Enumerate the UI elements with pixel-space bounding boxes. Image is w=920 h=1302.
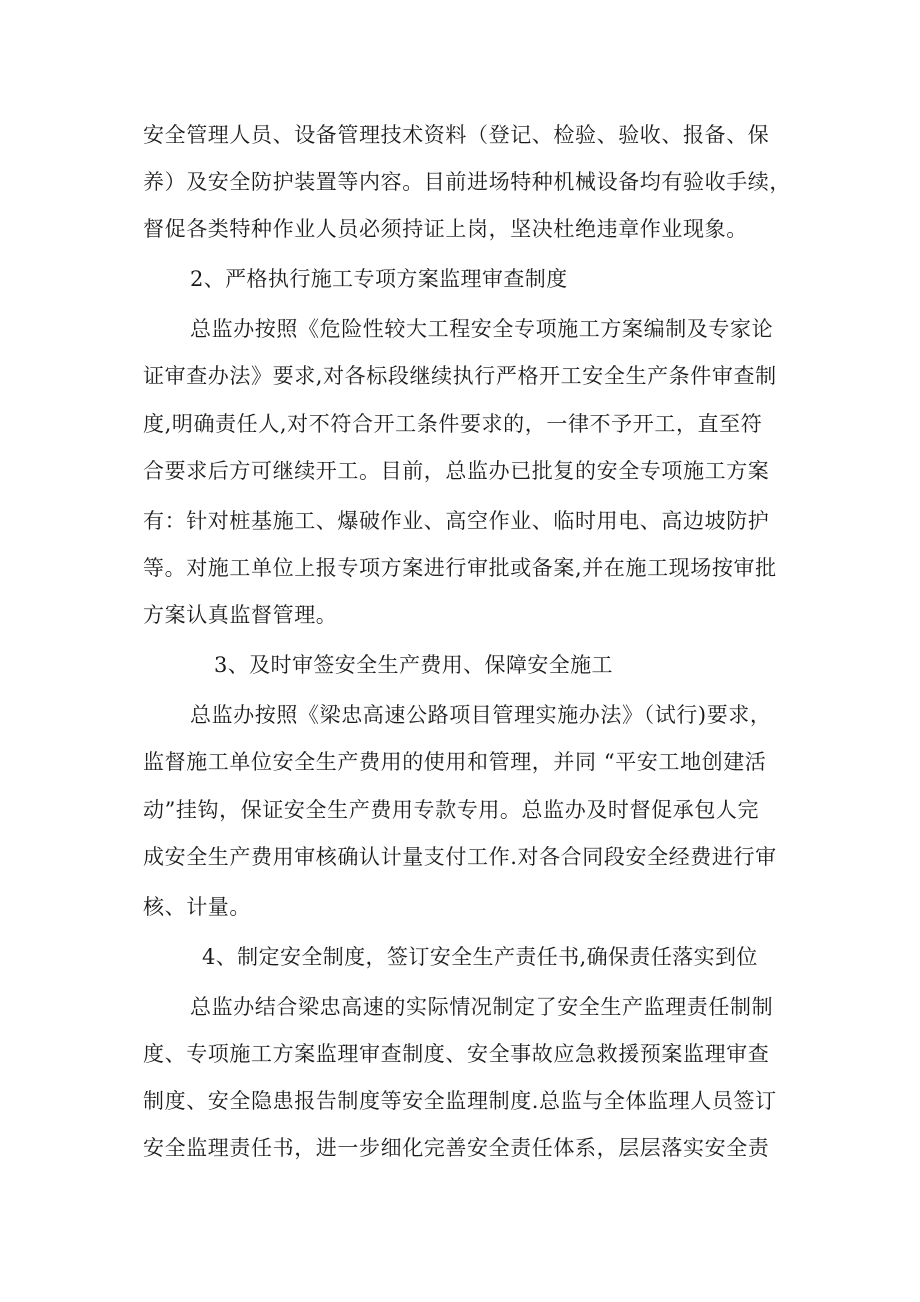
section-heading-2: 2、严格执行施工专项方案监理审查制度 <box>190 267 568 291</box>
section-heading-3: 3、及时审签安全生产费用、保障安全施工 <box>214 653 613 677</box>
paragraph-line: 总监办按照《危险性较大工程安全专项施工方案编制及专家论 <box>190 317 774 341</box>
paragraph-line: 养）及安全防护装置等内容。目前进场特种机械设备均有验收手续， <box>143 170 791 194</box>
paragraph-line: 合要求后方可继续开工。目前，总监办已批复的安全专项施工方案 <box>143 459 770 483</box>
paragraph-line: 安全管理人员、设备管理技术资料（登记、检验、验收、报备、保 <box>143 123 770 147</box>
paragraph-line: 度,明确责任人,对不符合开工条件要求的，一律不予开工，直至符 <box>143 412 763 436</box>
paragraph-line: 成安全生产费用审核确认计量支付工作.对各合同段安全经费进行审 <box>143 845 777 869</box>
paragraph-line: 方案认真监督管理。 <box>143 603 338 627</box>
section-heading-4: 4、制定安全制度，签订安全生产责任书,确保责任落实到位 <box>202 945 758 969</box>
paragraph-line: 总监办结合梁忠高速的实际情况制定了安全生产监理责任制制 <box>190 995 774 1019</box>
paragraph-line: 安全监理责任书，进一步细化完善安全责任体系，层层落实安全责 <box>143 1136 770 1160</box>
paragraph-line: 有：针对桩基施工、爆破作业、高空作业、临时用电、高边坡防护 <box>143 509 770 533</box>
paragraph-line: 等。对施工单位上报专项方案进行审批或备案,并在施工现场按审批 <box>143 556 777 580</box>
paragraph-line: 度、专项施工方案监理审查制度、安全事故应急救援预案监理审查 <box>143 1042 770 1066</box>
paragraph-line: 监督施工单位安全生产费用的使用和管理，并同 “平安工地创建活 <box>143 750 767 774</box>
paragraph-line: 制度、安全隐患报告制度等安全监理制度.总监与全体监理人员签订 <box>143 1089 777 1113</box>
paragraph-line: 动”挂钩，保证安全生产费用专款专用。总监办及时督促承包人完 <box>143 798 760 822</box>
paragraph-line: 核、计量。 <box>143 895 251 919</box>
paragraph-line: 督促各类特种作业人员必须持证上岗，坚决杜绝违章作业现象。 <box>143 217 748 241</box>
paragraph-line: 证审查办法》要求,对各标段继续执行严格开工安全生产条件审查制 <box>143 364 777 388</box>
paragraph-line: 总监办按照《梁忠高速公路项目管理实施办法》（试行)要求， <box>190 703 772 727</box>
